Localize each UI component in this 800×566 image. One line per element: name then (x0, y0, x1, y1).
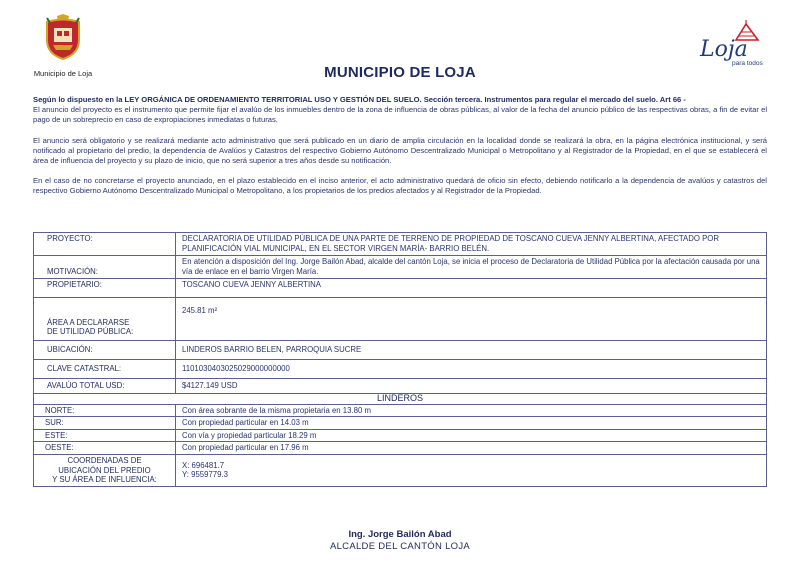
coat-of-arms-icon (44, 14, 82, 60)
motivacion-label: MOTIVACIÓN: (34, 256, 176, 279)
norte-value: Con área sobrante de la misma propietaria en 13.80 m (176, 404, 767, 417)
clave-label: CLAVE CATASTRAL: (34, 360, 176, 379)
proyecto-value: DECLARATORIA DE UTILIDAD PÚBLICA DE UNA PARTE DE TERRENO DE PROPIEDAD DE TOSCANO CUEVA JENNY ALBERTINA, AFECTADO POR PLANIFICACIÓN VIAL MUNICIPAL, EN EL SECTOR VIRGEN MARÍA- BARRIO BELÉN. (176, 233, 767, 256)
coord-label-line-1: COORDENADAS DE (67, 455, 142, 465)
signatory-role: ALCALDE DEL CANTÓN LOJA (329, 541, 471, 552)
coord-label-line-2: UBICACIÓN DEL PREDIO (58, 465, 151, 475)
row-motivacion (34, 256, 767, 279)
signatory-name: Ing. Jorge Bailón Abad (348, 529, 452, 540)
area-label-line-1: ÁREA A DECLARARSE (47, 317, 130, 327)
ubicacion-value: LINDEROS BARRIO BELEN, PARROQUIA SUCRE (176, 341, 767, 360)
svg-text:Loja: Loja (700, 37, 748, 62)
oeste-label: OESTE: (34, 442, 176, 455)
row-oeste (34, 442, 767, 455)
row-propietario (34, 279, 767, 298)
legal-text (33, 95, 767, 207)
coord-label-line-3: Y SU ÁREA DE INFLUENCIA: (52, 475, 157, 485)
este-label: ESTE: (34, 429, 176, 442)
area-value: 245.81 m² (176, 298, 767, 341)
logo-caption: Municipio de Loja (33, 69, 93, 78)
row-proyecto (34, 233, 767, 256)
coordenadas-label (34, 454, 176, 486)
row-avaluo (34, 379, 767, 394)
linderos-header: LINDEROS (34, 394, 767, 405)
paragraph-2: El anuncio será obligatorio y se realizará mediante acto administrativo que será publicado en un diario de amplia circulación en la localidad donde se realizará la obra, en la página electrónica institucional, y será notificado al propietario del predio, la dependencia de Avalúos y Catastros del respectivo Gobierno Autónomo Descentralizado Municipal o Metropolitano y al Registrador de la Propiedad, en el que se establecerá el área de influencia del proyecto y su plazo de inicio, que no será superior a tres años desde su notificación. (33, 135, 767, 166)
signature-block (0, 529, 800, 552)
sur-label: SUR: (34, 417, 176, 430)
coordenadas-value (176, 454, 767, 486)
paragraph-1: El anuncio del proyecto es el instrumento que permite fijar el avalúo de los inmuebles dentro de la zona de influencia de obras públicas, al valor de la fecha del anuncio público de las respectivas obras, a fin de evitar el pago de un sobreprecio en caso de expropiaciones inmediatas o futuras. (33, 105, 767, 125)
avaluo-label: AVALÚO TOTAL USD: (34, 379, 176, 394)
paragraph-3: En el caso de no concretarse el proyecto anunciado, en el plazo establecido en el inciso anterior, el acto administrativo quedará de oficio sin efecto, debiendo notificarlo a la dependencia de avalúos y catastros del respectivo Gobierno Autónomo Descentralizado Municipal o Metropolitano, a los propietarios de los predios afectados y al Registrador de la Propiedad. (33, 176, 767, 196)
coord-x: X: 696481.7 (182, 460, 225, 470)
area-label (34, 298, 176, 341)
row-ubicacion (34, 341, 767, 360)
page-title: MUNICIPIO DE LOJA (324, 64, 476, 81)
propietario-value: TOSCANO CUEVA JENNY ALBERTINA (176, 279, 767, 298)
row-clave (34, 360, 767, 379)
row-area (34, 298, 767, 341)
row-este (34, 429, 767, 442)
coord-y: Y: 9559779.3 (182, 470, 228, 480)
row-linderos-header (34, 394, 767, 405)
propietario-label: PROPIETARIO: (34, 279, 176, 298)
clave-value: 1101030403025029000000000 (176, 360, 767, 379)
area-label-line-2: DE UTILIDAD PÚBLICA: (47, 327, 134, 337)
project-info-table (33, 232, 767, 487)
este-value: Con vía y propiedad particular 18.29 m (176, 429, 767, 442)
intro-paragraph (33, 95, 767, 126)
loja-para-todos-logo (698, 18, 770, 68)
svg-text:para todos: para todos (732, 60, 763, 67)
row-coordenadas (34, 454, 767, 486)
loja-logo-icon (698, 18, 770, 68)
avaluo-value: $4127.149 USD (176, 379, 767, 394)
norte-label: NORTE: (34, 404, 176, 417)
proyecto-label: PROYECTO: (34, 233, 176, 256)
sur-value: Con propiedad particular en 14.03 m (176, 417, 767, 430)
row-norte (34, 404, 767, 417)
motivacion-value: En atención a disposición del Ing. Jorge Bailón Abad, alcalde del cantón Loja, se inicia el proceso de Declaratoria de Utilidad Pública por la afectación causada por una vía de enlace en el barrio Virgen María. (176, 256, 767, 279)
row-sur (34, 417, 767, 430)
oeste-value: Con propiedad particular en 17.96 m (176, 442, 767, 455)
ubicacion-label: UBICACIÓN: (34, 341, 176, 360)
law-reference: Según lo dispuesto en la LEY ORGÁNICA DE ORDENAMIENTO TERRITORIAL USO Y GESTIÓN DEL SUELO. Sección tercera. Instrumentos para regular el mercado del suelo. Art 66 - (33, 95, 686, 104)
